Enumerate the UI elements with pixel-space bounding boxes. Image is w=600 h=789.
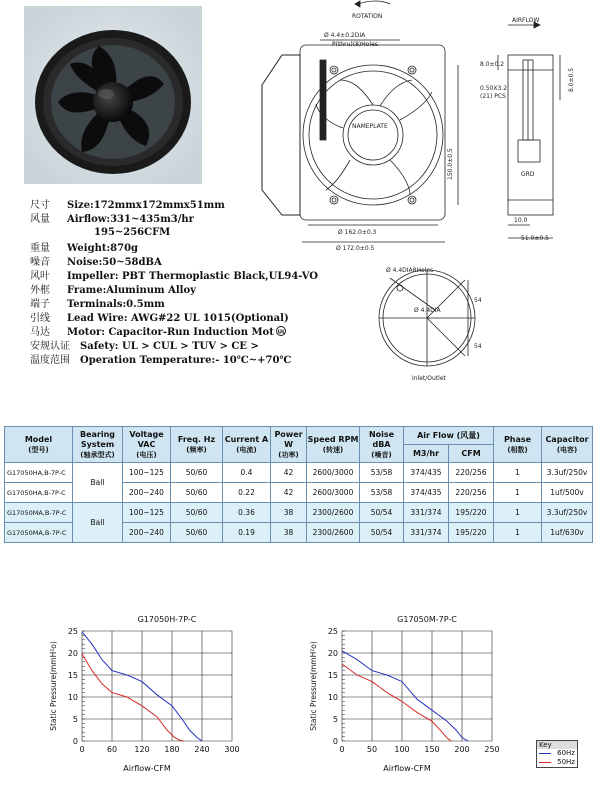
- rotation-label: ROTATION: [352, 13, 383, 20]
- cell-m3: 331/374: [404, 503, 449, 523]
- cell-model: G17050MA,B-7P-C: [5, 523, 73, 543]
- cell-cfm: 220/256: [449, 483, 494, 503]
- y-axis-label: Static Pressure(mmH²o): [309, 641, 318, 731]
- header-airflow: Air Flow (风量): [404, 427, 494, 445]
- dim-21pcs: (21) PCS: [480, 93, 506, 100]
- header-model: Model (型号): [5, 427, 73, 463]
- legend-title: Key: [537, 741, 577, 749]
- y-tick-label: 15: [67, 671, 78, 680]
- cell-model: G17050HA,B-7P-C: [5, 483, 73, 503]
- cell-capacitor: 1uf/630v: [542, 523, 593, 543]
- dim-51: 51.0±0.5: [521, 235, 549, 242]
- spec-item: 安规认证 Safety: UL > CUL > TUV > CE >: [30, 341, 259, 352]
- dim-10: 10.0: [514, 217, 528, 224]
- dim-172: Ø 172.0±0.5: [336, 245, 375, 252]
- cell-m3: 374/435: [404, 463, 449, 483]
- table-row: [5, 463, 593, 483]
- cell-power: 42: [271, 483, 307, 503]
- cell-bearing: Ball: [73, 463, 123, 503]
- header-phase: Phase (相数): [494, 427, 542, 463]
- header-current: Current A (电流): [223, 427, 271, 463]
- x-tick-label: 0: [79, 745, 85, 754]
- charts: [0, 600, 600, 789]
- series-line-60hz: [342, 651, 468, 741]
- legend-item-60hz: 60Hz: [537, 749, 577, 758]
- cell-current: 0.4: [223, 463, 271, 483]
- y-tick-label: 0: [72, 737, 78, 746]
- header-cfm: CFM: [449, 445, 494, 463]
- cell-m3: 374/435: [404, 483, 449, 503]
- dim-44b: Ø 4.4DIA: [414, 307, 441, 314]
- header-power: Power W (功率): [271, 427, 307, 463]
- cell-bearing: Ball: [73, 503, 123, 543]
- cell-phase: 1: [494, 483, 542, 503]
- cell-freq: 50/60: [171, 463, 223, 483]
- legend-swatch-50hz: [539, 762, 551, 763]
- x-axis-label: Airflow-CFM: [383, 764, 431, 773]
- grd-label: GRD: [521, 171, 535, 178]
- spec-item: 风叶 Impeller: PBT Thermoplastic Black,UL94-VO: [30, 271, 319, 282]
- header-speed: Speed RPM (转速): [307, 427, 360, 463]
- cell-phase: 1: [494, 523, 542, 543]
- cell-noise: 53/58: [360, 463, 404, 483]
- fan-photo: [24, 6, 202, 184]
- x-tick-label: 100: [394, 745, 410, 754]
- cell-noise: 50/54: [360, 523, 404, 543]
- y-tick-label: 20: [327, 649, 338, 658]
- cell-freq: 50/60: [171, 523, 223, 543]
- cell-noise: 50/54: [360, 503, 404, 523]
- x-axis-label: Airflow-CFM: [123, 764, 171, 773]
- cell-freq: 50/60: [171, 483, 223, 503]
- chart-title: G17050M-7P-C: [397, 615, 457, 624]
- legend-swatch-60hz: [539, 753, 551, 754]
- header-freq: Freq. Hz (频率): [171, 427, 223, 463]
- y-tick-label: 20: [67, 649, 78, 658]
- y-tick-label: 0: [332, 737, 338, 746]
- dim-050: 0.50X3.2: [480, 85, 508, 92]
- cell-capacitor: 3.3uf/250v: [542, 463, 593, 483]
- cell-voltage: 100~125: [123, 463, 171, 483]
- cell-freq: 50/60: [171, 503, 223, 523]
- y-tick-label: 25: [67, 627, 78, 636]
- airflow-label: AIRFLOW: [512, 17, 540, 24]
- y-tick-label: 5: [332, 715, 338, 724]
- nameplate-label: NAMEPLATE: [352, 123, 388, 130]
- cell-capacitor: 3.3uf/250v: [542, 503, 593, 523]
- cell-cfm: 195/220: [449, 503, 494, 523]
- x-tick-label: 240: [194, 745, 210, 754]
- dim-8: 8.0±0.2: [480, 61, 505, 68]
- cell-current: 0.22: [223, 483, 271, 503]
- legend-item-50hz: 50Hz: [537, 758, 577, 767]
- x-tick-label: 0: [339, 745, 345, 754]
- spec-item: 风量 Airflow:331~435m3/hr: [30, 214, 194, 225]
- y-tick-label: 10: [327, 693, 338, 702]
- series-line-50hz: [342, 664, 451, 741]
- cell-power: 38: [271, 503, 307, 523]
- holes-label: P(thru)(8)Holes: [332, 41, 378, 48]
- cell-phase: 1: [494, 463, 542, 483]
- header-capacitor: Capacitor (电容): [542, 427, 593, 463]
- cell-noise: 53/58: [360, 483, 404, 503]
- x-tick-label: 200: [454, 745, 470, 754]
- spec-item: 温度范围 Operation Temperature:- 10℃~+70℃: [30, 355, 292, 366]
- dim-44: Ø 4.4DIA8Holes: [386, 267, 434, 274]
- x-tick-label: 180: [164, 745, 180, 754]
- spec-item: 195~256CFM: [94, 227, 171, 238]
- legend: [536, 740, 578, 768]
- cell-current: 0.36: [223, 503, 271, 523]
- x-tick-label: 50: [366, 745, 378, 754]
- technical-drawing: [240, 0, 600, 400]
- cell-phase: 1: [494, 503, 542, 523]
- dim-54a: 54: [474, 297, 482, 304]
- cell-speed: 2600/3000: [307, 463, 360, 483]
- cell-current: 0.19: [223, 523, 271, 543]
- cell-speed: 2300/2600: [307, 523, 360, 543]
- header-noise: Noise dBA (噪音): [360, 427, 404, 463]
- dim-8b: 8.0±0.5: [568, 67, 575, 92]
- x-tick-label: 60: [106, 745, 118, 754]
- spec-item: 重量 Weight:870g: [30, 243, 139, 254]
- spec-item: 尺寸 Size:172mmx172mmx51mm: [30, 200, 225, 211]
- dim-150: 150.0±0.5: [447, 148, 454, 180]
- y-axis-label: Static Pressure(mmH²o): [49, 641, 58, 731]
- series-line-50hz: [82, 654, 184, 741]
- cell-power: 42: [271, 463, 307, 483]
- cell-capacitor: 1uf/500v: [542, 483, 593, 503]
- y-tick-label: 15: [327, 671, 338, 680]
- svg-text:UL: UL: [277, 329, 286, 336]
- header-voltage: Voltage VAC (电压): [123, 427, 171, 463]
- dim-54b: 54: [474, 343, 482, 350]
- header-m3: M3/hr: [404, 445, 449, 463]
- cell-speed: 2600/3000: [307, 483, 360, 503]
- spec-item: 引线 Lead Wire: AWG#22 UL 1015(Optional): [30, 313, 289, 324]
- spec-item: 噪音 Noise:50~58dBA: [30, 257, 162, 268]
- cell-voltage: 200~240: [123, 483, 171, 503]
- cell-speed: 2300/2600: [307, 503, 360, 523]
- x-tick-label: 120: [134, 745, 150, 754]
- x-tick-label: 150: [424, 745, 440, 754]
- x-tick-label: 250: [484, 745, 500, 754]
- cell-m3: 331/374: [404, 523, 449, 543]
- dim-162: Ø 162.0±0.3: [338, 229, 377, 236]
- cell-voltage: 100~125: [123, 503, 171, 523]
- cell-model: G17050MA,B-7P-C: [5, 503, 73, 523]
- y-tick-label: 5: [72, 715, 78, 724]
- y-tick-label: 25: [327, 627, 338, 636]
- spec-table: [4, 426, 593, 543]
- y-tick-label: 10: [67, 693, 78, 702]
- cell-voltage: 200~240: [123, 523, 171, 543]
- inlet-label: Inlet/Outlet: [412, 375, 446, 382]
- cell-cfm: 220/256: [449, 463, 494, 483]
- table-row: [5, 503, 593, 523]
- chart-title: G17050H-7P-C: [137, 615, 197, 624]
- hole-dia-label: Ø 4.4±0.2DIA: [324, 32, 366, 39]
- spec-item: 端子 Terminals:0.5mm: [30, 299, 165, 310]
- cell-power: 38: [271, 523, 307, 543]
- header-bearing: Bearing System (轴承型式): [73, 427, 123, 463]
- cell-cfm: 195/220: [449, 523, 494, 543]
- ul-mark-icon: [274, 326, 288, 336]
- x-tick-label: 300: [224, 745, 240, 754]
- spec-item: 马达 Motor: Capacitor-Run Induction Mot UL: [30, 326, 288, 339]
- cell-model: G17050HA,B-7P-C: [5, 463, 73, 483]
- spec-item: 外框 Frame:Aluminum Alloy: [30, 285, 196, 296]
